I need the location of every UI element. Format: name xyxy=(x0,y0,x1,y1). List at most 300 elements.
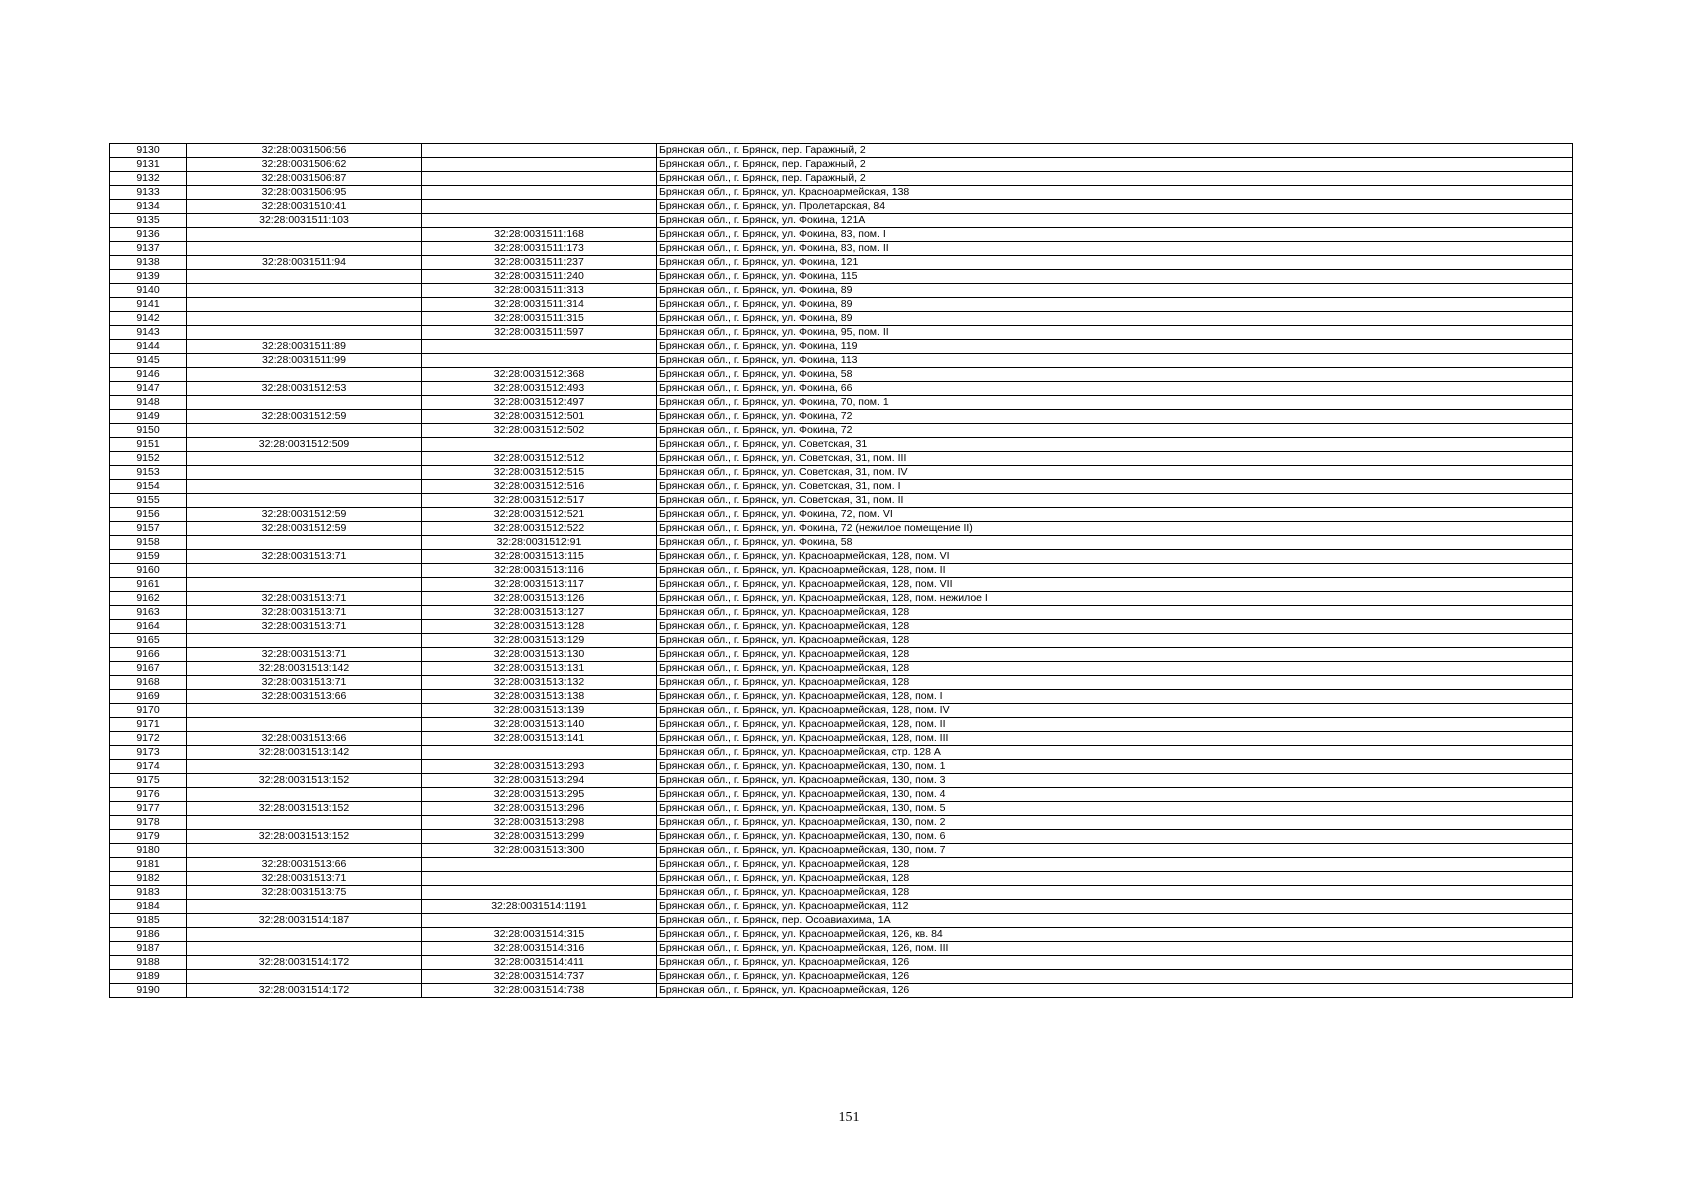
parent-cadastral-number-cell xyxy=(187,466,422,480)
parent-cadastral-number-cell xyxy=(187,480,422,494)
parent-cadastral-number-cell: 32:28:0031506:56 xyxy=(187,144,422,158)
table-row xyxy=(110,410,1573,424)
address-cell: Брянская обл., г. Брянск, ул. Красноармейская, 130, пом. 1 xyxy=(657,760,1573,774)
address-cell: Брянская обл., г. Брянск, ул. Пролетарская, 84 xyxy=(657,200,1573,214)
cadastral-number-cell xyxy=(422,186,657,200)
cadastral-number-cell: 32:28:0031513:300 xyxy=(422,844,657,858)
row-number-cell: 9161 xyxy=(110,578,187,592)
address-cell: Брянская обл., г. Брянск, ул. Красноармейская, 128 xyxy=(657,872,1573,886)
address-cell: Брянская обл., г. Брянск, ул. Фокина, 95, пом. II xyxy=(657,326,1573,340)
cadastral-number-cell xyxy=(422,144,657,158)
address-cell: Брянская обл., г. Брянск, ул. Фокина, 70, пом. 1 xyxy=(657,396,1573,410)
address-cell: Брянская обл., г. Брянск, ул. Красноармейская, 128 xyxy=(657,648,1573,662)
table-row xyxy=(110,620,1573,634)
address-cell: Брянская обл., г. Брянск, ул. Красноармейская, 130, пом. 4 xyxy=(657,788,1573,802)
table-row xyxy=(110,844,1573,858)
cadastral-number-cell: 32:28:0031514:315 xyxy=(422,928,657,942)
row-number-cell: 9169 xyxy=(110,690,187,704)
parent-cadastral-number-cell: 32:28:0031511:103 xyxy=(187,214,422,228)
parent-cadastral-number-cell: 32:28:0031513:152 xyxy=(187,830,422,844)
cadastral-number-cell: 32:28:0031512:91 xyxy=(422,536,657,550)
cadastral-number-cell: 32:28:0031512:522 xyxy=(422,522,657,536)
cadastral-number-cell: 32:28:0031513:115 xyxy=(422,550,657,564)
row-number-cell: 9150 xyxy=(110,424,187,438)
cadastral-number-cell xyxy=(422,914,657,928)
row-number-cell: 9140 xyxy=(110,284,187,298)
row-number-cell: 9167 xyxy=(110,662,187,676)
row-number-cell: 9153 xyxy=(110,466,187,480)
parent-cadastral-number-cell: 32:28:0031506:62 xyxy=(187,158,422,172)
parent-cadastral-number-cell xyxy=(187,242,422,256)
row-number-cell: 9182 xyxy=(110,872,187,886)
table-row xyxy=(110,536,1573,550)
cadastral-number-cell: 32:28:0031513:130 xyxy=(422,648,657,662)
table-row xyxy=(110,886,1573,900)
parent-cadastral-number-cell xyxy=(187,536,422,550)
parent-cadastral-number-cell: 32:28:0031514:187 xyxy=(187,914,422,928)
table-row xyxy=(110,144,1573,158)
table-row xyxy=(110,340,1573,354)
cadastral-number-cell: 32:28:0031512:512 xyxy=(422,452,657,466)
table-row xyxy=(110,732,1573,746)
row-number-cell: 9134 xyxy=(110,200,187,214)
table-row xyxy=(110,270,1573,284)
table-row xyxy=(110,312,1573,326)
cadastral-number-cell: 32:28:0031513:127 xyxy=(422,606,657,620)
table-row xyxy=(110,494,1573,508)
address-cell: Брянская обл., г. Брянск, ул. Фокина, 113 xyxy=(657,354,1573,368)
address-cell: Брянская обл., г. Брянск, ул. Красноармейская, 128 xyxy=(657,620,1573,634)
address-cell: Брянская обл., г. Брянск, ул. Красноармейская, 126 xyxy=(657,956,1573,970)
row-number-cell: 9174 xyxy=(110,760,187,774)
address-cell: Брянская обл., г. Брянск, ул. Красноармейская, 128, пом. нежилое I xyxy=(657,592,1573,606)
address-cell: Брянская обл., г. Брянск, пер. Гаражный, 2 xyxy=(657,144,1573,158)
table-row xyxy=(110,746,1573,760)
row-number-cell: 9157 xyxy=(110,522,187,536)
table-row xyxy=(110,830,1573,844)
table-row xyxy=(110,606,1573,620)
address-cell: Брянская обл., г. Брянск, ул. Красноармейская, 128, пом. II xyxy=(657,564,1573,578)
row-number-cell: 9186 xyxy=(110,928,187,942)
row-number-cell: 9187 xyxy=(110,942,187,956)
row-number-cell: 9147 xyxy=(110,382,187,396)
row-number-cell: 9156 xyxy=(110,508,187,522)
row-number-cell: 9179 xyxy=(110,830,187,844)
cadastral-number-cell xyxy=(422,438,657,452)
address-cell: Брянская обл., г. Брянск, ул. Фокина, 66 xyxy=(657,382,1573,396)
row-number-cell: 9166 xyxy=(110,648,187,662)
table-row xyxy=(110,354,1573,368)
row-number-cell: 9137 xyxy=(110,242,187,256)
parent-cadastral-number-cell: 32:28:0031512:509 xyxy=(187,438,422,452)
row-number-cell: 9158 xyxy=(110,536,187,550)
cadastral-number-cell xyxy=(422,354,657,368)
cadastral-number-cell: 32:28:0031512:501 xyxy=(422,410,657,424)
address-cell: Брянская обл., г. Брянск, ул. Фокина, 58 xyxy=(657,536,1573,550)
row-number-cell: 9189 xyxy=(110,970,187,984)
parent-cadastral-number-cell: 32:28:0031513:75 xyxy=(187,886,422,900)
address-cell: Брянская обл., г. Брянск, ул. Фокина, 72 (нежилое помещение II) xyxy=(657,522,1573,536)
cadastral-number-cell: 32:28:0031513:131 xyxy=(422,662,657,676)
parent-cadastral-number-cell: 32:28:0031513:71 xyxy=(187,872,422,886)
parent-cadastral-number-cell: 32:28:0031511:89 xyxy=(187,340,422,354)
address-cell: Брянская обл., г. Брянск, ул. Фокина, 89 xyxy=(657,284,1573,298)
cadastral-number-cell: 32:28:0031513:132 xyxy=(422,676,657,690)
address-cell: Брянская обл., г. Брянск, ул. Советская, 31 xyxy=(657,438,1573,452)
address-cell: Брянская обл., г. Брянск, ул. Фокина, 83, пом. I xyxy=(657,228,1573,242)
table-row xyxy=(110,326,1573,340)
cadastral-number-cell: 32:28:0031514:411 xyxy=(422,956,657,970)
table-row xyxy=(110,676,1573,690)
address-cell: Брянская обл., г. Брянск, ул. Фокина, 58 xyxy=(657,368,1573,382)
parent-cadastral-number-cell: 32:28:0031513:66 xyxy=(187,732,422,746)
parent-cadastral-number-cell: 32:28:0031514:172 xyxy=(187,984,422,998)
address-cell: Брянская обл., г. Брянск, ул. Красноармейская, 128, пом. VI xyxy=(657,550,1573,564)
address-cell: Брянская обл., г. Брянск, ул. Фокина, 72 xyxy=(657,424,1573,438)
cadastral-number-cell: 32:28:0031513:138 xyxy=(422,690,657,704)
table-row xyxy=(110,984,1573,998)
cadastral-number-cell: 32:28:0031513:129 xyxy=(422,634,657,648)
cadastral-number-cell: 32:28:0031511:314 xyxy=(422,298,657,312)
row-number-cell: 9175 xyxy=(110,774,187,788)
row-number-cell: 9151 xyxy=(110,438,187,452)
cadastral-number-cell: 32:28:0031512:497 xyxy=(422,396,657,410)
address-cell: Брянская обл., г. Брянск, ул. Красноармейская, 130, пом. 7 xyxy=(657,844,1573,858)
row-number-cell: 9144 xyxy=(110,340,187,354)
parent-cadastral-number-cell: 32:28:0031513:71 xyxy=(187,676,422,690)
table-row xyxy=(110,466,1573,480)
row-number-cell: 9148 xyxy=(110,396,187,410)
address-cell: Брянская обл., г. Брянск, ул. Красноармейская, 128 xyxy=(657,606,1573,620)
row-number-cell: 9172 xyxy=(110,732,187,746)
address-cell: Брянская обл., г. Брянск, ул. Фокина, 89 xyxy=(657,298,1573,312)
parent-cadastral-number-cell xyxy=(187,634,422,648)
address-cell: Брянская обл., г. Брянск, ул. Фокина, 83, пом. II xyxy=(657,242,1573,256)
address-cell: Брянская обл., г. Брянск, ул. Фокина, 72 xyxy=(657,410,1573,424)
table-row xyxy=(110,214,1573,228)
table-row xyxy=(110,368,1573,382)
cadastral-number-cell: 32:28:0031514:738 xyxy=(422,984,657,998)
cadastral-number-cell: 32:28:0031511:597 xyxy=(422,326,657,340)
table-row xyxy=(110,284,1573,298)
table-row xyxy=(110,508,1573,522)
table-row xyxy=(110,802,1573,816)
parent-cadastral-number-cell xyxy=(187,270,422,284)
parent-cadastral-number-cell xyxy=(187,368,422,382)
row-number-cell: 9152 xyxy=(110,452,187,466)
address-cell: Брянская обл., г. Брянск, ул. Красноармейская, 128, пом. VII xyxy=(657,578,1573,592)
cadastral-number-cell xyxy=(422,200,657,214)
row-number-cell: 9160 xyxy=(110,564,187,578)
table-row xyxy=(110,396,1573,410)
parent-cadastral-number-cell xyxy=(187,298,422,312)
row-number-cell: 9159 xyxy=(110,550,187,564)
cadastral-number-cell: 32:28:0031513:294 xyxy=(422,774,657,788)
row-number-cell: 9170 xyxy=(110,704,187,718)
row-number-cell: 9149 xyxy=(110,410,187,424)
address-cell: Брянская обл., г. Брянск, ул. Фокина, 72, пом. VI xyxy=(657,508,1573,522)
table-row xyxy=(110,928,1573,942)
parent-cadastral-number-cell xyxy=(187,760,422,774)
address-cell: Брянская обл., г. Брянск, ул. Красноармейская, 130, пом. 5 xyxy=(657,802,1573,816)
address-cell: Брянская обл., г. Брянск, ул. Красноармейская, 128 xyxy=(657,634,1573,648)
parent-cadastral-number-cell: 32:28:0031513:152 xyxy=(187,802,422,816)
address-cell: Брянская обл., г. Брянск, ул. Красноармейская, 128, пом. III xyxy=(657,732,1573,746)
row-number-cell: 9154 xyxy=(110,480,187,494)
table-row xyxy=(110,564,1573,578)
address-cell: Брянская обл., г. Брянск, ул. Красноармейская, 130, пом. 3 xyxy=(657,774,1573,788)
parent-cadastral-number-cell: 32:28:0031511:99 xyxy=(187,354,422,368)
row-number-cell: 9180 xyxy=(110,844,187,858)
parent-cadastral-number-cell: 32:28:0031513:71 xyxy=(187,648,422,662)
row-number-cell: 9146 xyxy=(110,368,187,382)
cadastral-number-cell: 32:28:0031511:315 xyxy=(422,312,657,326)
table-row xyxy=(110,662,1573,676)
cadastral-number-cell: 32:28:0031514:316 xyxy=(422,942,657,956)
cadastral-number-cell xyxy=(422,858,657,872)
address-cell: Брянская обл., г. Брянск, пер. Осоавиахима, 1А xyxy=(657,914,1573,928)
parent-cadastral-number-cell: 32:28:0031506:87 xyxy=(187,172,422,186)
parent-cadastral-number-cell xyxy=(187,326,422,340)
row-number-cell: 9155 xyxy=(110,494,187,508)
table-row xyxy=(110,634,1573,648)
table-row xyxy=(110,382,1573,396)
table-row xyxy=(110,550,1573,564)
address-cell: Брянская обл., г. Брянск, ул. Красноармейская, 128 xyxy=(657,662,1573,676)
row-number-cell: 9143 xyxy=(110,326,187,340)
cadastral-number-cell: 32:28:0031513:299 xyxy=(422,830,657,844)
page-number: 151 xyxy=(838,1110,860,1125)
parent-cadastral-number-cell xyxy=(187,788,422,802)
parent-cadastral-number-cell xyxy=(187,424,422,438)
parent-cadastral-number-cell: 32:28:0031512:59 xyxy=(187,522,422,536)
table-row xyxy=(110,774,1573,788)
parent-cadastral-number-cell xyxy=(187,900,422,914)
row-number-cell: 9142 xyxy=(110,312,187,326)
table-row xyxy=(110,970,1573,984)
parent-cadastral-number-cell xyxy=(187,942,422,956)
row-number-cell: 9184 xyxy=(110,900,187,914)
address-cell: Брянская обл., г. Брянск, ул. Фокина, 115 xyxy=(657,270,1573,284)
parent-cadastral-number-cell: 32:28:0031513:71 xyxy=(187,550,422,564)
cadastral-number-cell: 32:28:0031513:296 xyxy=(422,802,657,816)
table-row xyxy=(110,816,1573,830)
row-number-cell: 9133 xyxy=(110,186,187,200)
address-cell: Брянская обл., г. Брянск, ул. Фокина, 121 xyxy=(657,256,1573,270)
row-number-cell: 9132 xyxy=(110,172,187,186)
parent-cadastral-number-cell xyxy=(187,396,422,410)
table-row xyxy=(110,480,1573,494)
table-row xyxy=(110,914,1573,928)
table-row xyxy=(110,298,1573,312)
table-row xyxy=(110,858,1573,872)
table-row xyxy=(110,242,1573,256)
cadastral-number-cell: 32:28:0031512:493 xyxy=(422,382,657,396)
parent-cadastral-number-cell xyxy=(187,928,422,942)
table-row xyxy=(110,256,1573,270)
parent-cadastral-number-cell: 32:28:0031512:59 xyxy=(187,410,422,424)
address-cell: Брянская обл., г. Брянск, ул. Красноармейская, 128, пом. IV xyxy=(657,704,1573,718)
row-number-cell: 9164 xyxy=(110,620,187,634)
cadastral-number-cell: 32:28:0031511:313 xyxy=(422,284,657,298)
row-number-cell: 9145 xyxy=(110,354,187,368)
cadastral-number-cell: 32:28:0031511:237 xyxy=(422,256,657,270)
parent-cadastral-number-cell xyxy=(187,844,422,858)
address-cell: Брянская обл., г. Брянск, ул. Красноармейская, 138 xyxy=(657,186,1573,200)
cadastral-number-cell: 32:28:0031513:298 xyxy=(422,816,657,830)
table-row xyxy=(110,592,1573,606)
parent-cadastral-number-cell: 32:28:0031513:142 xyxy=(187,746,422,760)
address-cell: Брянская обл., г. Брянск, ул. Красноармейская, 128 xyxy=(657,676,1573,690)
parent-cadastral-number-cell xyxy=(187,718,422,732)
parent-cadastral-number-cell xyxy=(187,970,422,984)
row-number-cell: 9178 xyxy=(110,816,187,830)
table-row xyxy=(110,424,1573,438)
cadastral-number-cell: 32:28:0031513:117 xyxy=(422,578,657,592)
row-number-cell: 9163 xyxy=(110,606,187,620)
address-cell: Брянская обл., г. Брянск, ул. Фокина, 121А xyxy=(657,214,1573,228)
parent-cadastral-number-cell xyxy=(187,452,422,466)
table-row xyxy=(110,956,1573,970)
parent-cadastral-number-cell xyxy=(187,312,422,326)
cadastral-number-cell xyxy=(422,214,657,228)
address-cell: Брянская обл., г. Брянск, ул. Красноармейская, 128 xyxy=(657,858,1573,872)
parent-cadastral-number-cell: 32:28:0031514:172 xyxy=(187,956,422,970)
table-row xyxy=(110,158,1573,172)
address-cell: Брянская обл., г. Брянск, ул. Советская, 31, пом. I xyxy=(657,480,1573,494)
row-number-cell: 9190 xyxy=(110,984,187,998)
row-number-cell: 9188 xyxy=(110,956,187,970)
cadastral-number-cell: 32:28:0031513:128 xyxy=(422,620,657,634)
row-number-cell: 9131 xyxy=(110,158,187,172)
table-row xyxy=(110,438,1573,452)
table-row xyxy=(110,788,1573,802)
parent-cadastral-number-cell: 32:28:0031513:152 xyxy=(187,774,422,788)
table-row xyxy=(110,522,1573,536)
parent-cadastral-number-cell xyxy=(187,816,422,830)
cadastral-number-cell: 32:28:0031512:516 xyxy=(422,480,657,494)
cadastral-number-cell: 32:28:0031513:141 xyxy=(422,732,657,746)
table-row xyxy=(110,200,1573,214)
address-cell: Брянская обл., г. Брянск, ул. Фокина, 89 xyxy=(657,312,1573,326)
address-cell: Брянская обл., г. Брянск, ул. Красноармейская, 128, пом. II xyxy=(657,718,1573,732)
parent-cadastral-number-cell: 32:28:0031513:66 xyxy=(187,690,422,704)
registry-table xyxy=(109,143,1573,998)
address-cell: Брянская обл., г. Брянск, ул. Красноармейская, 126, кв. 84 xyxy=(657,928,1573,942)
parent-cadastral-number-cell xyxy=(187,228,422,242)
cadastral-number-cell: 32:28:0031512:517 xyxy=(422,494,657,508)
table-row xyxy=(110,872,1573,886)
address-cell: Брянская обл., г. Брянск, ул. Красноармейская, 126 xyxy=(657,984,1573,998)
address-cell: Брянская обл., г. Брянск, ул. Советская, 31, пом. II xyxy=(657,494,1573,508)
table-row xyxy=(110,578,1573,592)
address-cell: Брянская обл., г. Брянск, ул. Красноармейская, 128 xyxy=(657,886,1573,900)
parent-cadastral-number-cell: 32:28:0031511:94 xyxy=(187,256,422,270)
address-cell: Брянская обл., г. Брянск, ул. Советская, 31, пом. III xyxy=(657,452,1573,466)
row-number-cell: 9177 xyxy=(110,802,187,816)
cadastral-number-cell: 32:28:0031512:502 xyxy=(422,424,657,438)
address-cell: Брянская обл., г. Брянск, пер. Гаражный, 2 xyxy=(657,172,1573,186)
cadastral-number-cell: 32:28:0031511:173 xyxy=(422,242,657,256)
table-row xyxy=(110,172,1573,186)
cadastral-number-cell: 32:28:0031512:515 xyxy=(422,466,657,480)
parent-cadastral-number-cell: 32:28:0031512:59 xyxy=(187,508,422,522)
cadastral-number-cell: 32:28:0031513:116 xyxy=(422,564,657,578)
table-row xyxy=(110,942,1573,956)
table-row xyxy=(110,900,1573,914)
table-row xyxy=(110,228,1573,242)
cadastral-number-cell: 32:28:0031512:521 xyxy=(422,508,657,522)
row-number-cell: 9135 xyxy=(110,214,187,228)
parent-cadastral-number-cell: 32:28:0031513:71 xyxy=(187,620,422,634)
cadastral-number-cell: 32:28:0031513:139 xyxy=(422,704,657,718)
row-number-cell: 9165 xyxy=(110,634,187,648)
table-row xyxy=(110,452,1573,466)
row-number-cell: 9138 xyxy=(110,256,187,270)
address-cell: Брянская обл., г. Брянск, ул. Красноармейская, 130, пом. 6 xyxy=(657,830,1573,844)
table-row xyxy=(110,186,1573,200)
registry-table-body xyxy=(110,144,1573,998)
row-number-cell: 9130 xyxy=(110,144,187,158)
address-cell: Брянская обл., г. Брянск, ул. Красноармейская, 126, пом. III xyxy=(657,942,1573,956)
cadastral-number-cell xyxy=(422,340,657,354)
address-cell: Брянская обл., г. Брянск, ул. Красноармейская, 126 xyxy=(657,970,1573,984)
parent-cadastral-number-cell xyxy=(187,494,422,508)
cadastral-number-cell: 32:28:0031514:1191 xyxy=(422,900,657,914)
address-cell: Брянская обл., г. Брянск, ул. Советская, 31, пом. IV xyxy=(657,466,1573,480)
row-number-cell: 9185 xyxy=(110,914,187,928)
parent-cadastral-number-cell: 32:28:0031506:95 xyxy=(187,186,422,200)
cadastral-number-cell xyxy=(422,746,657,760)
parent-cadastral-number-cell: 32:28:0031510:41 xyxy=(187,200,422,214)
cadastral-number-cell: 32:28:0031511:168 xyxy=(422,228,657,242)
address-cell: Брянская обл., г. Брянск, ул. Красноармейская, стр. 128 А xyxy=(657,746,1573,760)
address-cell: Брянская обл., г. Брянск, ул. Фокина, 119 xyxy=(657,340,1573,354)
cadastral-number-cell: 32:28:0031513:140 xyxy=(422,718,657,732)
address-cell: Брянская обл., г. Брянск, пер. Гаражный, 2 xyxy=(657,158,1573,172)
parent-cadastral-number-cell xyxy=(187,578,422,592)
cadastral-number-cell: 32:28:0031513:295 xyxy=(422,788,657,802)
cadastral-number-cell: 32:28:0031512:368 xyxy=(422,368,657,382)
cadastral-number-cell: 32:28:0031514:737 xyxy=(422,970,657,984)
cadastral-number-cell: 32:28:0031513:126 xyxy=(422,592,657,606)
row-number-cell: 9162 xyxy=(110,592,187,606)
table-row xyxy=(110,760,1573,774)
row-number-cell: 9176 xyxy=(110,788,187,802)
parent-cadastral-number-cell: 32:28:0031513:142 xyxy=(187,662,422,676)
cadastral-number-cell xyxy=(422,158,657,172)
table-row xyxy=(110,704,1573,718)
row-number-cell: 9171 xyxy=(110,718,187,732)
parent-cadastral-number-cell: 32:28:0031513:71 xyxy=(187,606,422,620)
row-number-cell: 9139 xyxy=(110,270,187,284)
address-cell: Брянская обл., г. Брянск, ул. Красноармейская, 130, пом. 2 xyxy=(657,816,1573,830)
parent-cadastral-number-cell xyxy=(187,284,422,298)
parent-cadastral-number-cell xyxy=(187,704,422,718)
address-cell: Брянская обл., г. Брянск, ул. Красноармейская, 112 xyxy=(657,900,1573,914)
row-number-cell: 9168 xyxy=(110,676,187,690)
parent-cadastral-number-cell xyxy=(187,564,422,578)
table-row xyxy=(110,648,1573,662)
parent-cadastral-number-cell: 32:28:0031512:53 xyxy=(187,382,422,396)
cadastral-number-cell: 32:28:0031511:240 xyxy=(422,270,657,284)
parent-cadastral-number-cell: 32:28:0031513:66 xyxy=(187,858,422,872)
table-row xyxy=(110,690,1573,704)
row-number-cell: 9183 xyxy=(110,886,187,900)
row-number-cell: 9181 xyxy=(110,858,187,872)
row-number-cell: 9173 xyxy=(110,746,187,760)
cadastral-number-cell xyxy=(422,872,657,886)
